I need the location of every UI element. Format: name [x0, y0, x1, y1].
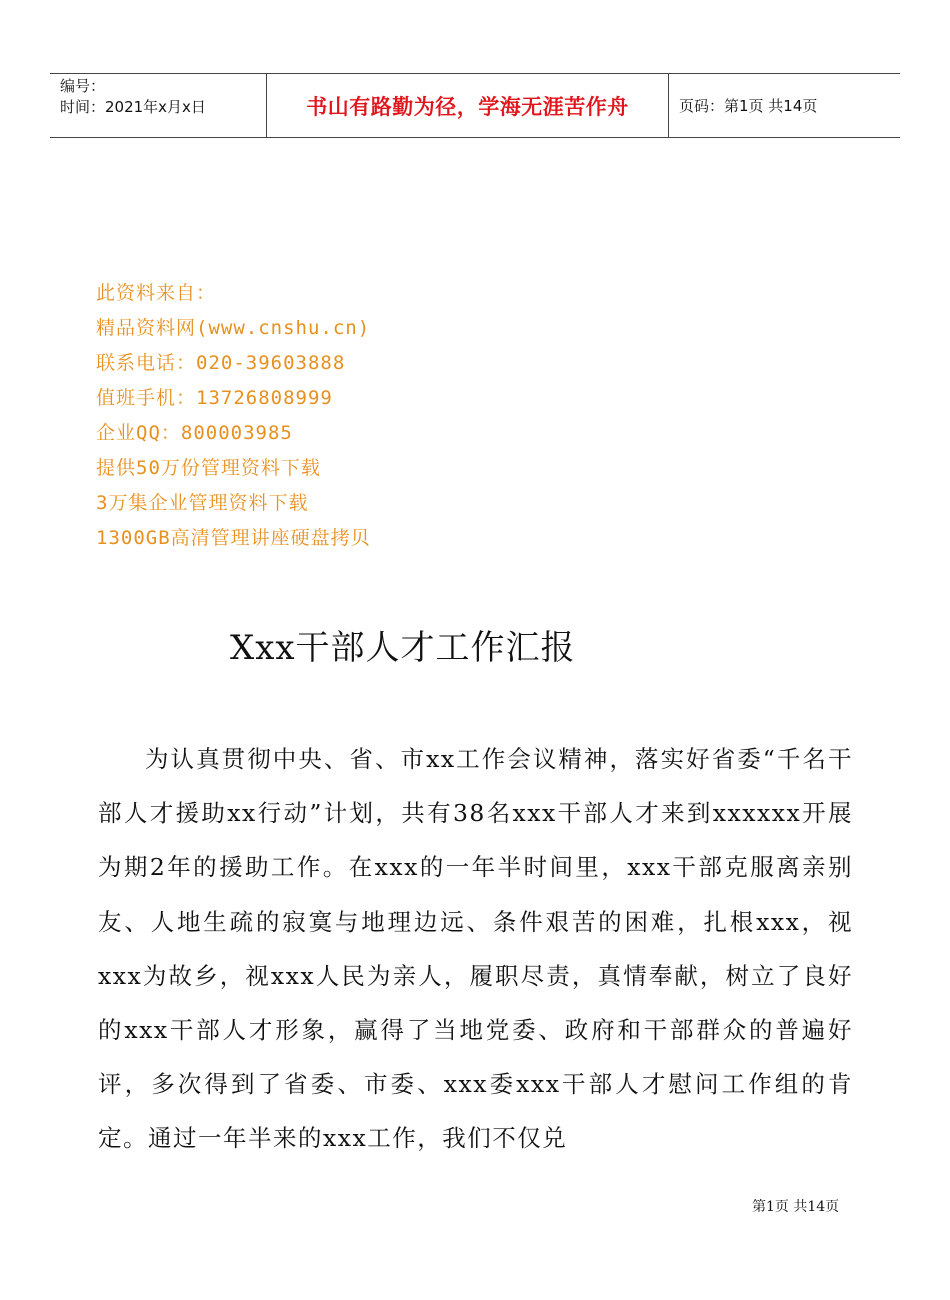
source-info-block — [96, 276, 371, 556]
page-footer: 第1页 共14页 — [752, 1199, 840, 1215]
source-line: 企业QQ：800003985 — [96, 422, 293, 444]
source-line: 联系电话：020-39603888 — [96, 352, 346, 374]
header-motto: 书山有路勤为径，学海无涯苦作舟 — [267, 74, 669, 137]
source-line: 1300GB高清管理讲座硬盘拷贝 — [96, 527, 371, 549]
document-title: Xxx干部人才工作汇报 — [230, 628, 576, 668]
document-header — [50, 73, 900, 138]
source-line: 值班手机：13726808999 — [96, 387, 333, 409]
header-number-label: 编号： — [60, 77, 106, 95]
source-line: 3万集企业管理资料下载 — [96, 492, 309, 514]
body-paragraph: 为认真贯彻中央、省、市xx工作会议精神，落实好省委“千名干部人才援助xx行动”计划，共有38名xxx干部人才来到xxxxxx开展为期2年的援助工作。在xxx的一年半时间里，xxx干部克服离亲别友、人地生疏的寂寞与地理边远、条件艰苦的困难，扎根xxx，视xxx为故乡，视xxx人民为亲人，履职尽责，真情奉献，树立了良好的xxx干部人才形象，赢得了当地党委、政府和干部群众的普遍好评，多次得到了省委、市委、xxx委xxx干部人才慰问工作组的肯定。通过一年半来的xxx工作，我们不仅兑 — [98, 745, 853, 1153]
source-line: 精品资料网(www.cnshu.cn) — [96, 317, 371, 339]
header-time-label: 时间：2021年x月x日 — [60, 98, 206, 116]
header-page-info: 页码：第1页 共14页 — [679, 97, 818, 115]
source-line: 提供50万份管理资料下载 — [96, 457, 321, 479]
header-meta — [50, 74, 267, 137]
source-line: 此资料来自： — [96, 282, 217, 304]
